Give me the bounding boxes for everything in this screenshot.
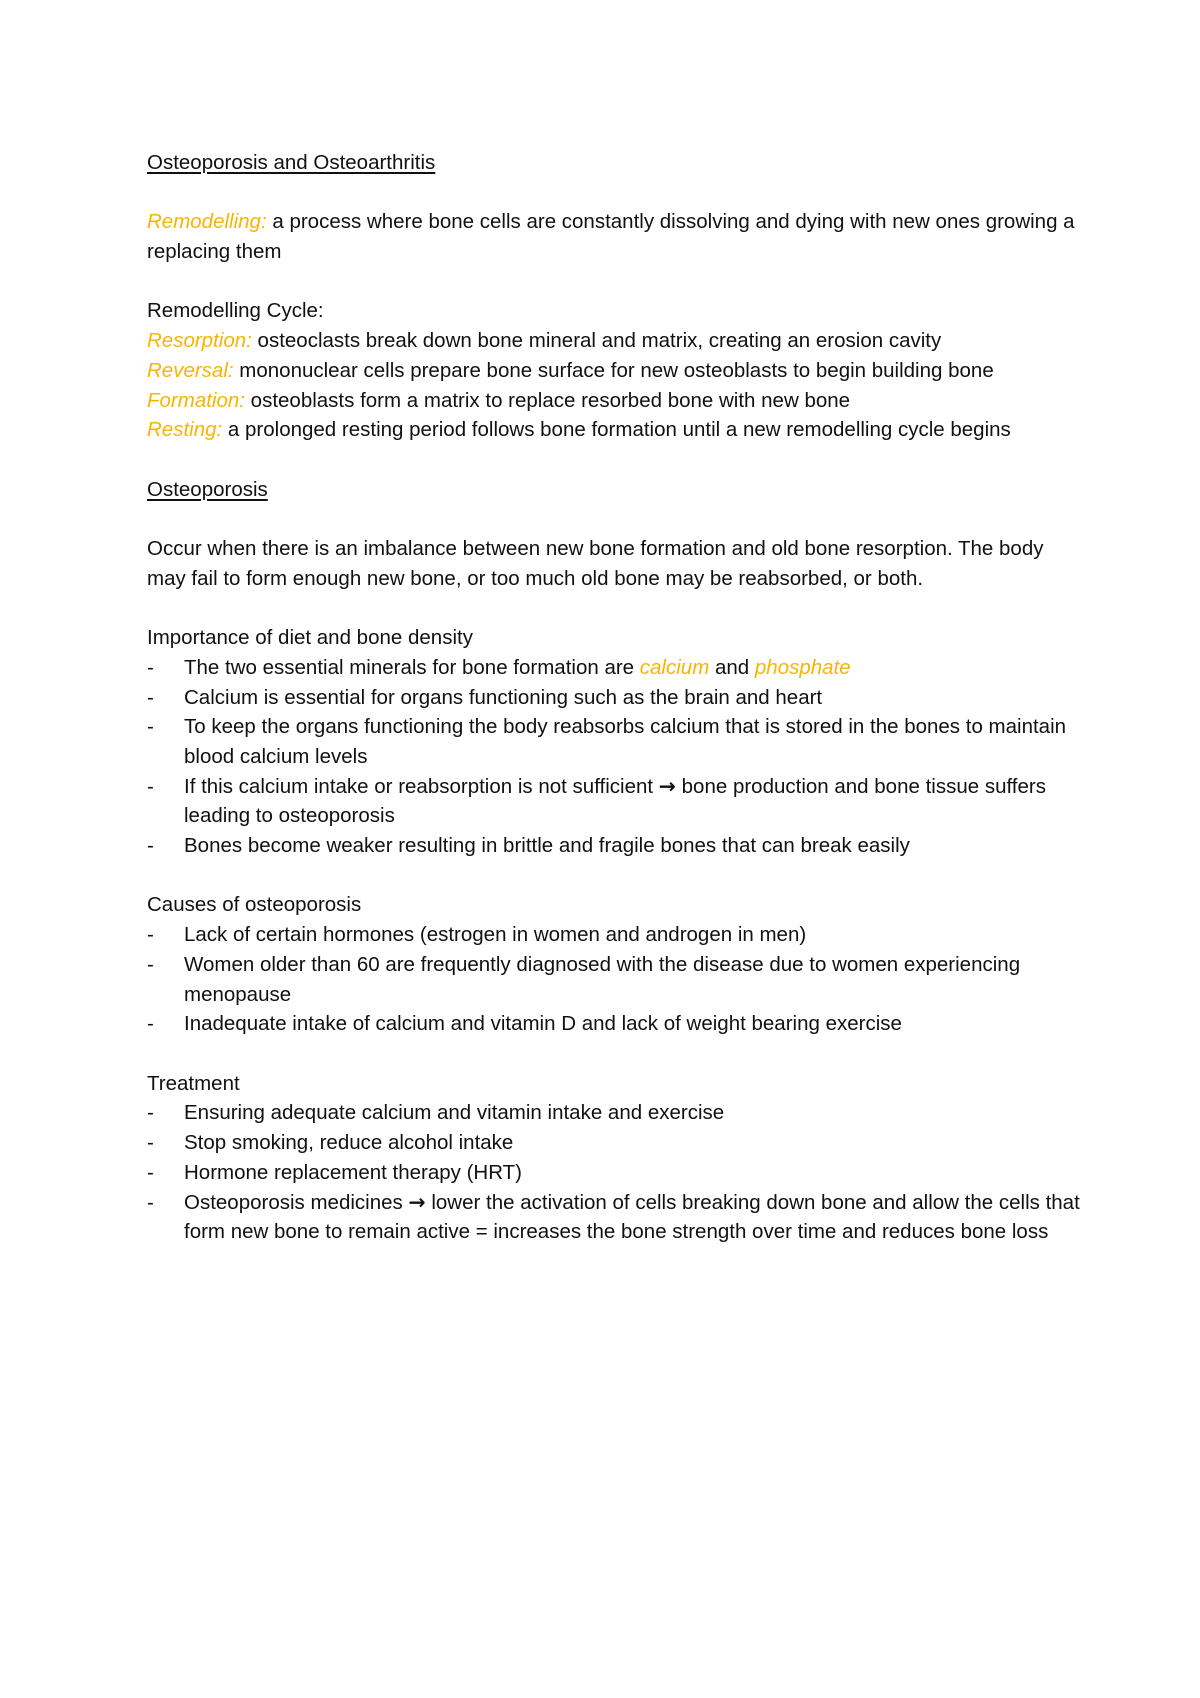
- mineral-term-phosphate: phosphate: [754, 655, 851, 679]
- stage-text: osteoblasts form a matrix to replace resorbed bone with new bone: [244, 388, 851, 412]
- spacer: [147, 267, 1087, 297]
- item-text: Osteoporosis medicines: [184, 1190, 409, 1214]
- remodelling-text: a process where bone cells are constantly dissolving and dying with new ones growing a replacing them: [147, 210, 1075, 264]
- remodelling-cycle-heading: Remodelling Cycle:: [147, 299, 324, 323]
- bullet-dash: -: [147, 1131, 154, 1155]
- item-text: Women older than 60 are frequently diagnosed with the disease due to women experiencing menopause: [184, 952, 1021, 1006]
- item-text: Calcium is essential for organs functioning such as the brain and heart: [184, 685, 823, 709]
- bullet-dash: -: [147, 1190, 154, 1214]
- treatment-heading: Treatment: [147, 1071, 240, 1095]
- spacer: [147, 504, 1087, 534]
- bullet-dash: -: [147, 952, 154, 976]
- list-item: [147, 1098, 1087, 1128]
- bullet-dash: -: [147, 715, 154, 739]
- cycle-stage-formation: [147, 386, 1087, 416]
- list-item: [147, 1158, 1087, 1188]
- list-item: [147, 920, 1087, 950]
- item-text: and: [709, 655, 755, 679]
- stage-text: mononuclear cells prepare bone surface for new osteoblasts to begin building bone: [233, 358, 994, 382]
- right-arrow-icon: →: [658, 773, 676, 798]
- bullet-dash: -: [147, 1160, 154, 1184]
- spacer: [147, 1039, 1087, 1069]
- item-text: Bones become weaker resulting in brittle and fragile bones that can break easily: [184, 834, 910, 858]
- osteoporosis-heading: Osteoporosis: [147, 477, 268, 501]
- bullet-dash: -: [147, 655, 154, 679]
- osteoporosis-intro: Occur when there is an imbalance between new bone formation and old bone resorption. The body may fail to form enough new bone, or too much old bone may be reabsorbed, or both.: [147, 537, 1044, 590]
- item-text: Inadequate intake of calcium and vitamin D and lack of weight bearing exercise: [184, 1012, 902, 1036]
- cycle-stage-resting: [147, 415, 1087, 445]
- diet-heading: Importance of diet and bone density: [147, 626, 473, 650]
- causes-heading: Causes of osteoporosis: [147, 893, 362, 917]
- spacer: [147, 178, 1087, 208]
- list-item: [147, 1009, 1087, 1039]
- bullet-dash: -: [147, 1012, 154, 1036]
- item-text: To keep the organs functioning the body reabsorbs calcium that is stored in the bones to maintain blood calcium levels: [184, 715, 1067, 768]
- bullet-dash: -: [147, 834, 154, 858]
- stage-text: a prolonged resting period follows bone formation until a new remodelling cycle begins: [222, 418, 1011, 442]
- item-text: bone production and bone tissue suffers leading to osteoporosis: [184, 774, 1046, 828]
- list-item: [147, 831, 1087, 861]
- list-item: [147, 712, 1087, 771]
- cycle-stage-reversal: [147, 356, 1087, 386]
- stage-term: Resorption:: [147, 329, 252, 353]
- list-item: [147, 1128, 1087, 1158]
- item-text: Hormone replacement therapy (HRT): [184, 1160, 522, 1184]
- mineral-term-calcium: calcium: [639, 655, 710, 679]
- right-arrow-icon: →: [408, 1189, 426, 1214]
- document-title: Osteoporosis and Osteoarthritis: [147, 151, 436, 174]
- cycle-stage-resorption: [147, 326, 1087, 356]
- spacer: [147, 445, 1087, 475]
- bullet-dash: -: [147, 685, 154, 709]
- spacer: [147, 593, 1087, 623]
- remodelling-definition: [147, 207, 1087, 266]
- stage-text: osteoclasts break down bone mineral and matrix, creating an erosion cavity: [251, 329, 942, 353]
- item-text: Ensuring adequate calcium and vitamin intake and exercise: [184, 1101, 725, 1125]
- list-item: [147, 772, 1087, 831]
- stage-term: Reversal:: [147, 358, 234, 382]
- item-text: The two essential minerals for bone formation are: [184, 655, 640, 679]
- spacer: [147, 861, 1087, 891]
- list-item: [147, 1188, 1087, 1247]
- item-text: Lack of certain hormones (estrogen in women and androgen in men): [184, 923, 807, 947]
- list-item: [147, 950, 1087, 1009]
- item-text: Stop smoking, reduce alcohol intake: [184, 1131, 514, 1155]
- bullet-dash: -: [147, 774, 154, 798]
- treatment-list: [147, 1098, 1087, 1247]
- item-text: If this calcium intake or reabsorption is not sufficient: [184, 774, 659, 798]
- remodelling-term: Remodelling:: [147, 210, 267, 234]
- diet-list: [147, 653, 1087, 861]
- stage-term: Resting:: [147, 418, 223, 442]
- bullet-dash: -: [147, 923, 154, 947]
- list-item: [147, 683, 1087, 713]
- bullet-dash: -: [147, 1101, 154, 1125]
- item-text: lower the activation of cells breaking down bone and allow the cells that form new bone to remain active = increases the bone strength over time and reduces bone loss: [184, 1190, 1080, 1244]
- list-item: [147, 653, 1087, 683]
- causes-list: [147, 920, 1087, 1039]
- document-page: [147, 148, 1087, 1247]
- stage-term: Formation:: [147, 388, 245, 412]
